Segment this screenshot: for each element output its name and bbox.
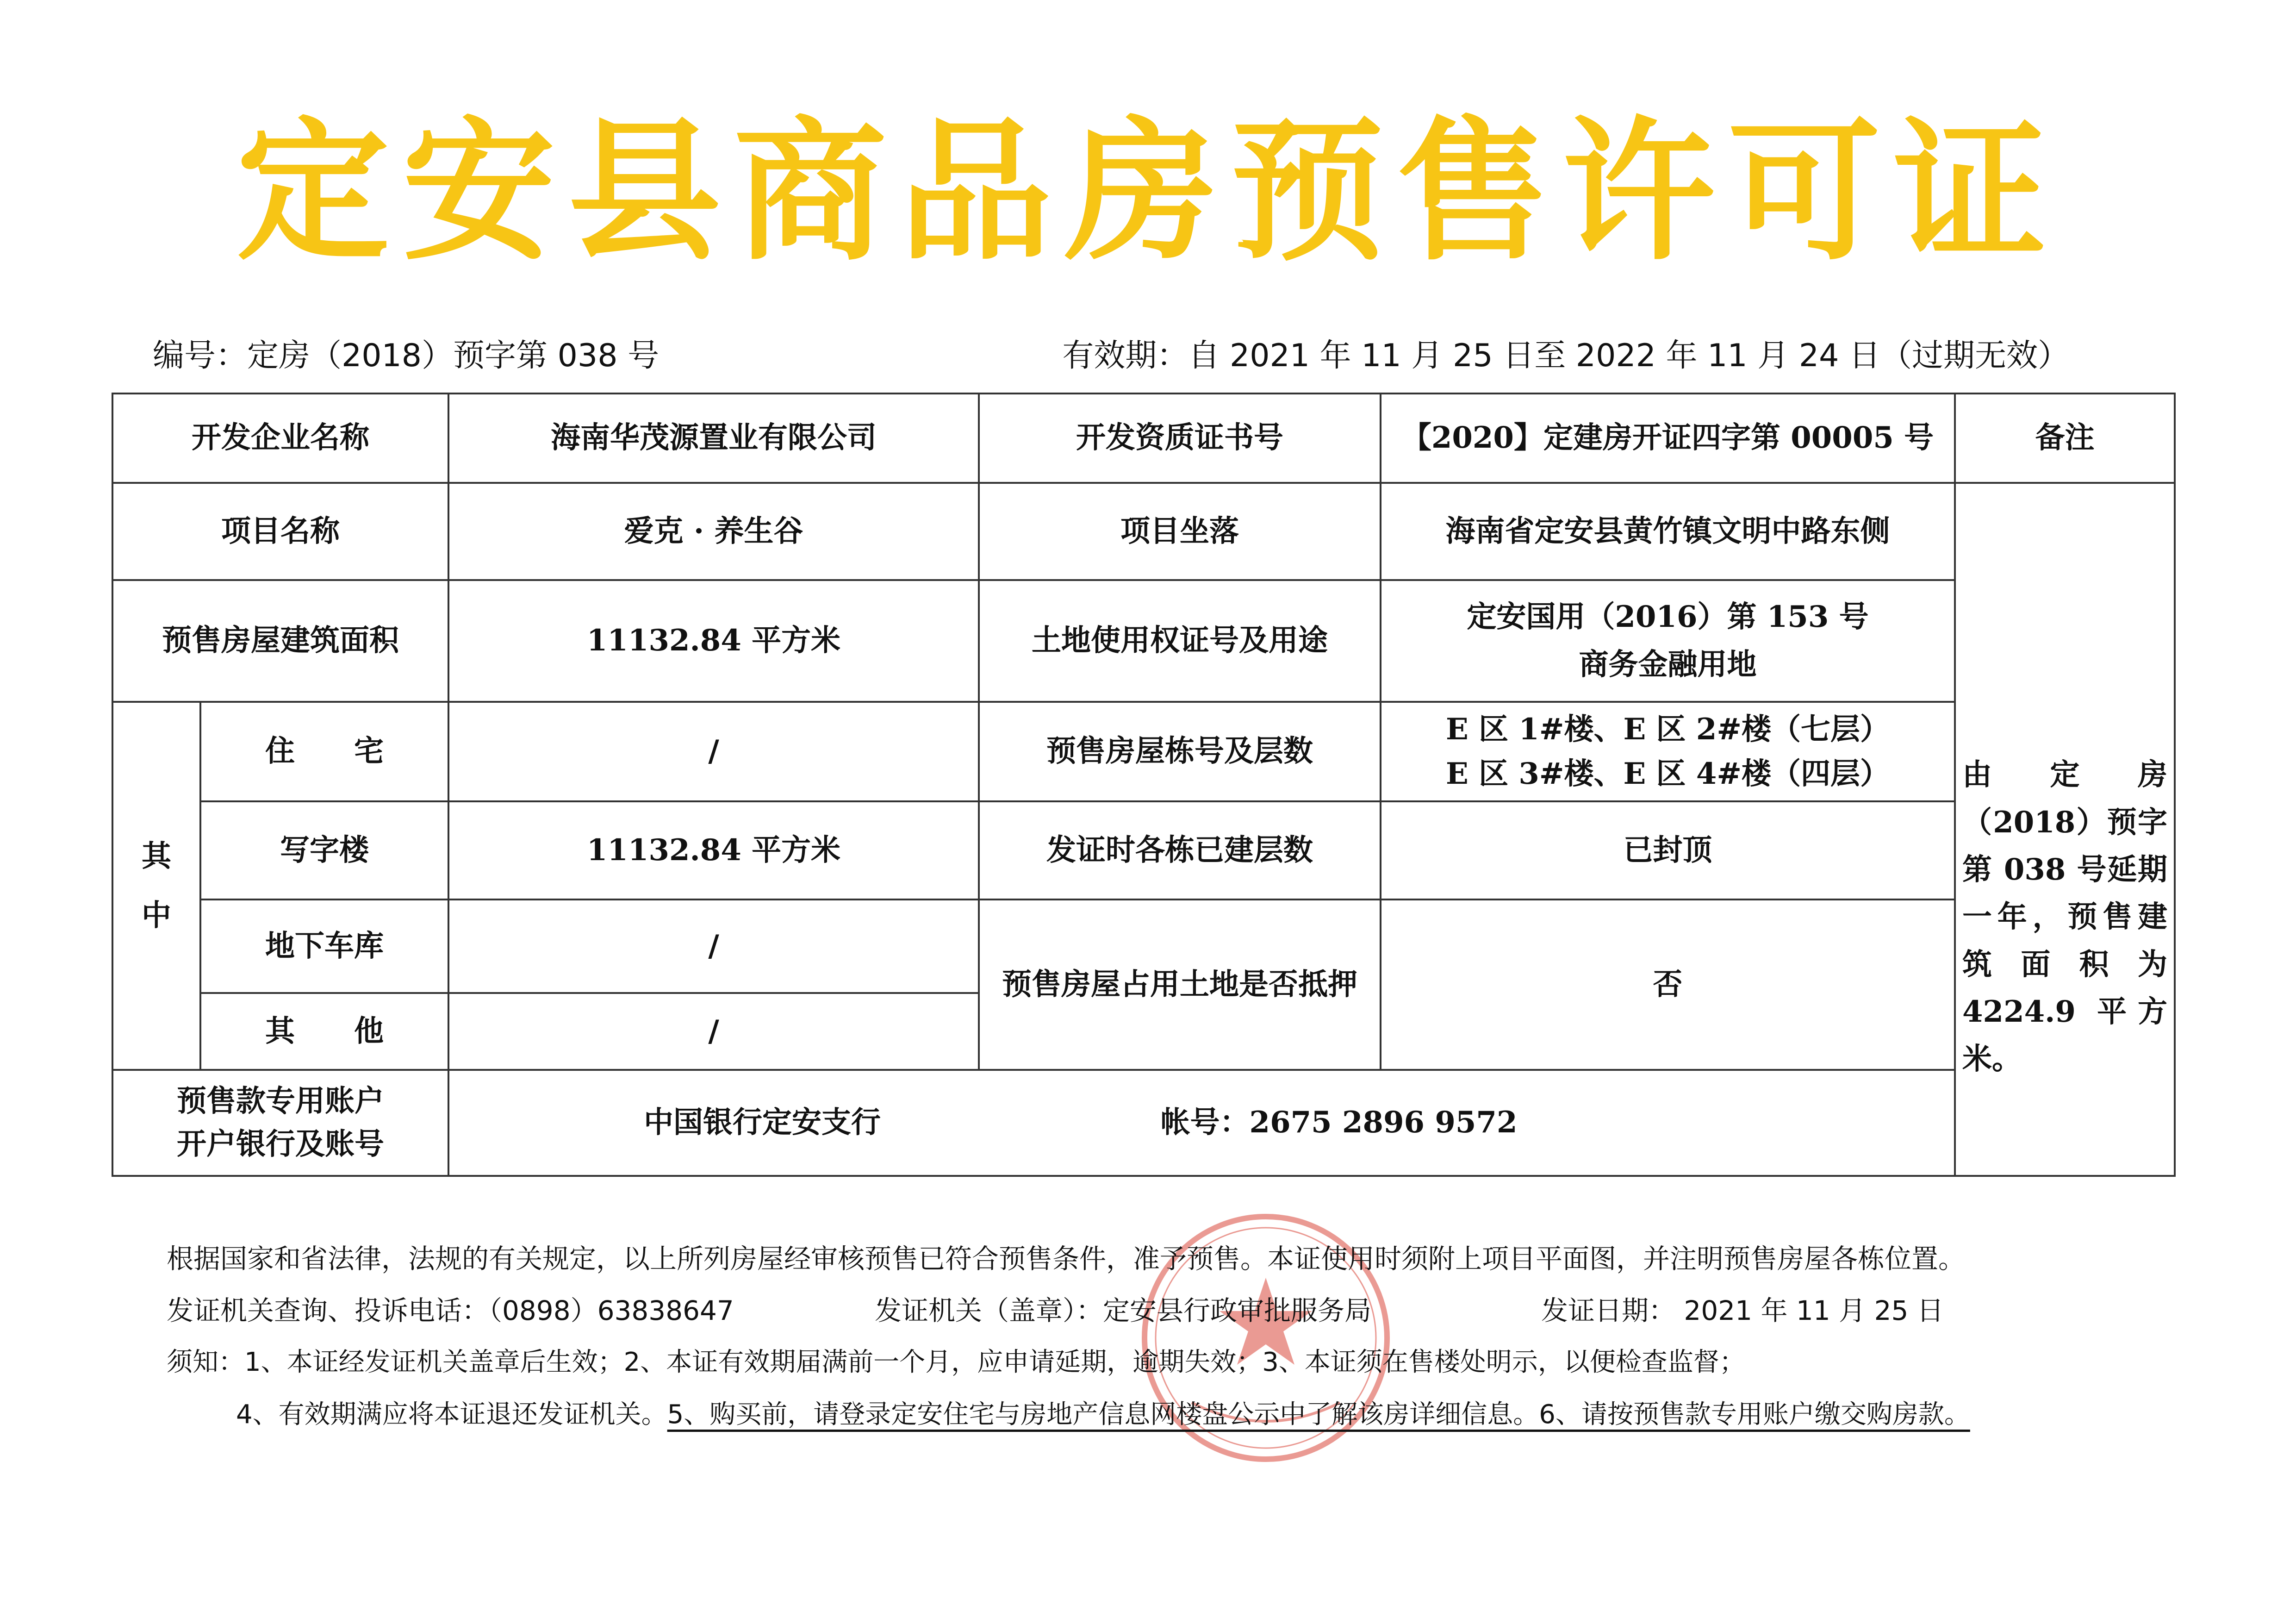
garage-value: / bbox=[448, 899, 979, 993]
account-label bbox=[112, 1070, 448, 1176]
land-value bbox=[1381, 580, 1955, 702]
notice-item-4: 4、有效期满应将本证退还发证机关。 bbox=[236, 1399, 667, 1430]
table-row bbox=[112, 1070, 2175, 1176]
buildings-value bbox=[1381, 702, 1955, 801]
location-label: 项目坐落 bbox=[979, 483, 1381, 580]
issue-date: 发证日期： 2021 年 11 月 25 日 bbox=[1541, 1295, 1944, 1326]
complaint-phone: 发证机关查询、投诉电话：（0898）63838647 bbox=[167, 1295, 734, 1326]
certificate-title: 定安县商品房预售许可证 bbox=[236, 103, 2060, 281]
certificate-number: 编号：定房（2018）预字第 038 号 bbox=[153, 337, 660, 374]
among-label bbox=[112, 702, 200, 1070]
land-use: 商务金融用地 bbox=[1579, 647, 1757, 682]
developer-value: 海南华茂源置业有限公司 bbox=[448, 394, 979, 483]
notice-line-2 bbox=[236, 1399, 1970, 1430]
floors-label: 发证时各栋已建层数 bbox=[979, 801, 1381, 899]
watermark bbox=[902, 787, 923, 857]
remark-value: 由定房（2018）预字第 038 号延期一年，预售建筑面积为 4224.9 平方米。 bbox=[1962, 757, 2167, 1077]
area-value: 11132.84 平方米 bbox=[448, 580, 979, 702]
other-label: 其 他 bbox=[200, 993, 448, 1070]
issuing-authority: 发证机关（盖章）：定安县行政审批服务局 bbox=[875, 1295, 1372, 1326]
land-cert-number: 定安国用（2016）第 153 号 bbox=[1467, 600, 1869, 635]
notice-items-5-6: 5、购买前，请登录定安住宅与房地产信息网楼盘公示中了解该房详细信息。6、请按预售款专用账户缴交购房款。 bbox=[667, 1399, 1970, 1430]
garage-label: 地下车库 bbox=[200, 899, 448, 993]
location-value: 海南省定安县黄竹镇文明中路东侧 bbox=[1381, 483, 1955, 580]
account-value bbox=[448, 1070, 2175, 1176]
table-row bbox=[112, 394, 2175, 483]
qualification-value: 【2020】定建房开证四字第 00005 号 bbox=[1381, 394, 1955, 483]
other-value: / bbox=[448, 993, 979, 1070]
among-label-text: 其中 bbox=[142, 838, 171, 933]
table-row bbox=[112, 899, 2175, 993]
notice-line-1: 须知：1、本证经发证机关盖章后生效；2、本证有效期届满前一个月，应申请延期，逾期失效；3、本证须在售楼处明示，以便检查监督； bbox=[167, 1347, 1745, 1377]
area-label: 预售房屋建筑面积 bbox=[112, 580, 448, 702]
buildings-line-2: E 区 3#楼、E 区 4#楼（四层） bbox=[1446, 756, 1890, 791]
residential-label: 住 宅 bbox=[200, 702, 448, 801]
floors-value: 已封顶 bbox=[1381, 801, 1955, 899]
office-value: 11132.84 平方米 bbox=[448, 801, 979, 899]
table-row bbox=[112, 801, 2175, 899]
certificate-table bbox=[112, 393, 2176, 1177]
table-row bbox=[112, 580, 2175, 702]
qualification-label: 开发资质证书号 bbox=[979, 394, 1381, 483]
statement-text: 根据国家和省法律，法规的有关规定，以上所列房屋经审核预售已符合预售条件，准予预售。本证使用时须附上项目平面图，并注明预售房屋各栋位置。 bbox=[167, 1243, 1966, 1274]
land-label: 土地使用权证号及用途 bbox=[979, 580, 1381, 702]
residential-value: / bbox=[448, 702, 979, 801]
account-number: 帐号：2675 2896 9572 bbox=[1160, 1105, 1518, 1140]
mortgage-label: 预售房屋占用土地是否抵押 bbox=[979, 899, 1381, 1070]
account-label-line-1: 预售款专用账户 bbox=[177, 1083, 384, 1118]
developer-label: 开发企业名称 bbox=[112, 394, 448, 483]
buildings-line-1: E 区 1#楼、E 区 2#楼（七层） bbox=[1446, 712, 1890, 747]
project-value: 爱克 · 养生谷 bbox=[448, 483, 979, 580]
mortgage-value: 否 bbox=[1381, 899, 1955, 1070]
account-label-line-2: 开户银行及账号 bbox=[177, 1126, 384, 1162]
office-label: 写字楼 bbox=[200, 801, 448, 899]
table-row bbox=[112, 483, 2175, 580]
validity-period: 有效期：自 2021 年 11 月 25 日至 2022 年 11 月 24 日（过期无效） bbox=[1062, 337, 2069, 374]
remark-label: 备注 bbox=[1955, 394, 2175, 483]
buildings-label: 预售房屋栋号及层数 bbox=[979, 702, 1381, 801]
bank-name: 中国银行定安支行 bbox=[644, 1105, 881, 1140]
project-label: 项目名称 bbox=[112, 483, 448, 580]
table-row bbox=[112, 702, 2175, 801]
